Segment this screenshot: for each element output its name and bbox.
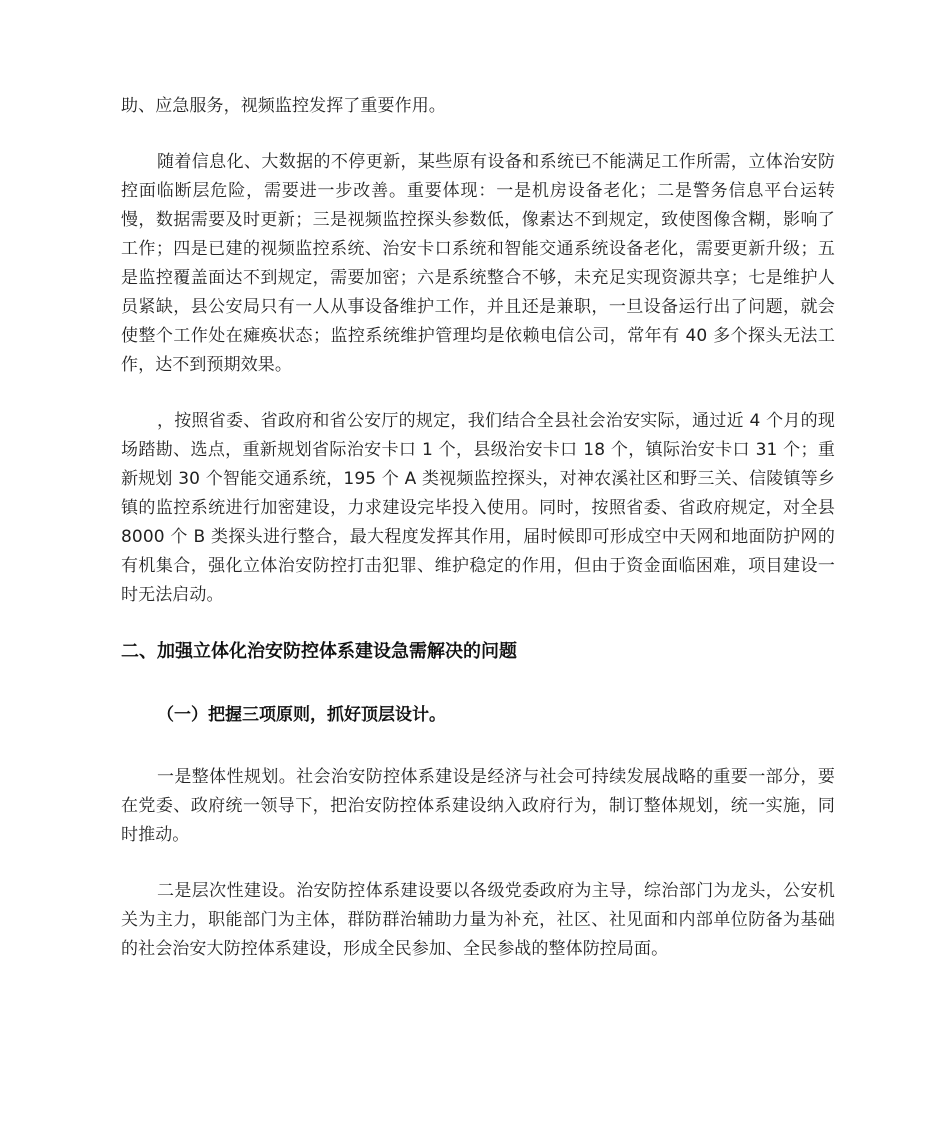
paragraph-overall-planning: 一是整体性规划。社会治安防控体系建设是经济与社会可持续发展战略的重要一部分，要在党委、政府统一领导下，把治安防控体系建设纳入政府行为，制订整体规划，统一实施，同时推动。 (121, 767, 835, 845)
document-page (121, 92, 835, 991)
paragraph-planning: ，按照省委、省政府和省公安厅的规定，我们结合全县社会治安实际，通过近 4 个月的现场踏勘、选点，重新规划省际治安卡口 1 个，县级治安卡口 18 个，镇际治安卡口 31 个；重新规划 30 个智能交通系统，195 个 A 类视频监控探头，对神农溪社区和野三关、信陵镇等乡镇的监控系统进行加密建设，力求建设完毕投入使用。同时，按照省委、省政府规定，对全县 8000 个 B 类探头进行整合，最大程度发挥其作用，届时候即可形成空中天网和地面防护网的有机集合，强化立体治安防控打击犯罪、维护稳定的作用，但由于资金面临困难，项目建设一时无法启动。 (121, 411, 835, 605)
paragraph-current-problems: 随着信息化、大数据的不停更新，某些原有设备和系统已不能满足工作所需，立体治安防控面临断层危险，需要进一步改善。重要体现：一是机房设备老化；二是警务信息平台运转慢，数据需要及时更新；三是视频监控探头参数低，像素达不到规定，致使图像含糊，影响了工作；四是已建的视频监控系统、治安卡口系统和智能交通系统设备老化，需要更新升级；五是监控覆盖面达不到规定，需要加密；六是系统整合不够，未充足实现资源共享；七是维护人员紧缺，县公安局只有一人从事设备维护工作，并且还是兼职，一旦设备运行出了问题，就会使整个工作处在瘫痪状态；监控系统维护管理均是依赖电信公司，常年有 40 多个探头无法工作，达不到预期效果。 (121, 152, 835, 375)
subsection-heading-1: （一）把握三项原则，抓好顶层设计。 (157, 705, 446, 725)
paragraph-layered-construction: 二是层次性建设。治安防控体系建设要以各级党委政府为主导，综治部门为龙头，公安机关为主力，职能部门为主体，群防群治辅助力量为补充，社区、社见面和内部单位防备为基础的社会治安大防控体系建设，形成全民参加、全民参战的整体防控局面。 (121, 881, 835, 959)
section-heading-2: 二、加强立体化治安防控体系建设急需解决的问题 (121, 641, 517, 662)
paragraph-continuation: 助、应急服务，视频监控发挥了重要作用。 (121, 96, 446, 116)
